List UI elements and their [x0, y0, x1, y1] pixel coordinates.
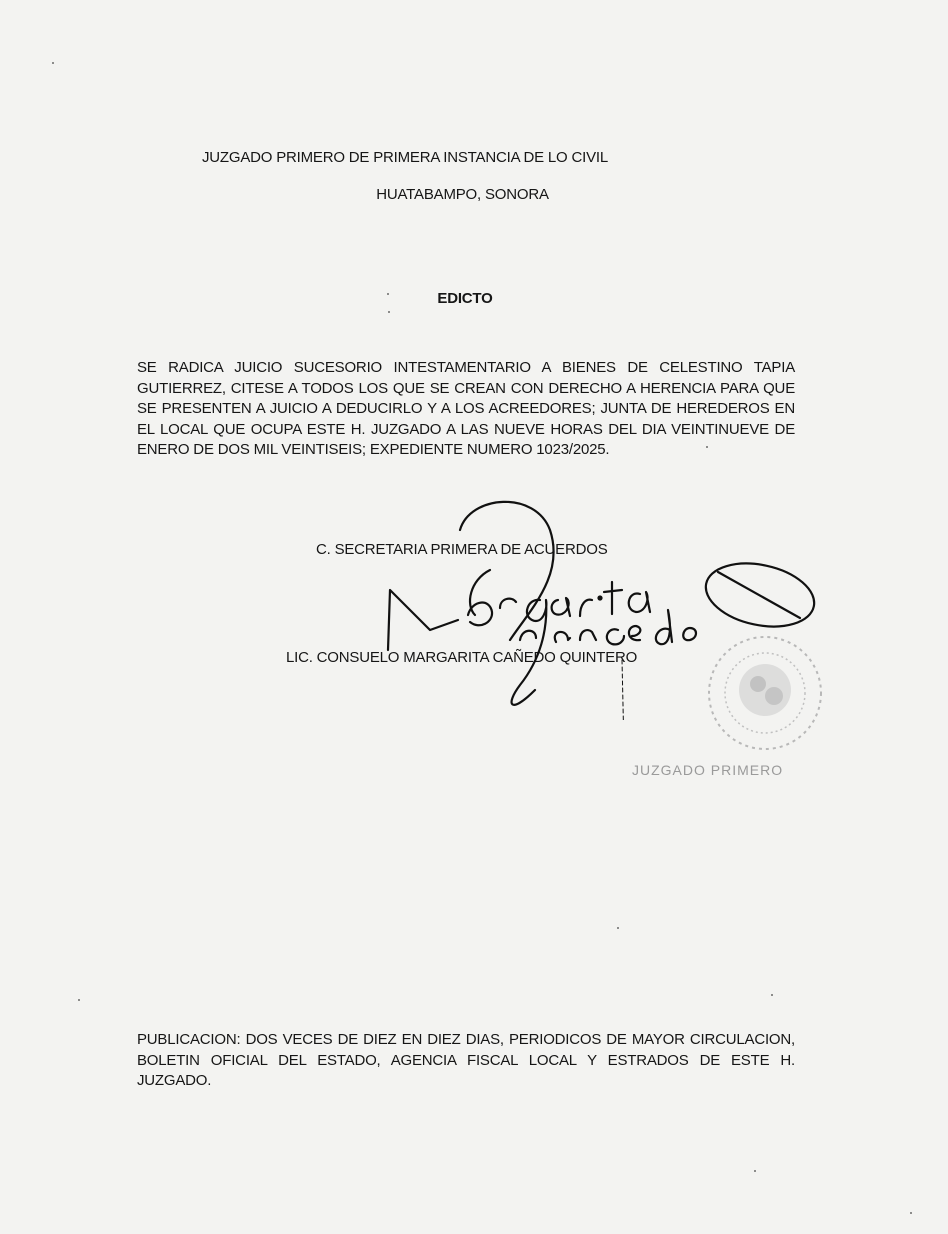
scan-speck [52, 62, 54, 64]
court-name-heading: JUZGADO PRIMERO DE PRIMERA INSTANCIA DE LO CIVIL [201, 149, 609, 166]
scan-speck [754, 1170, 756, 1172]
scan-speck [387, 293, 389, 295]
scan-speck [910, 1212, 912, 1214]
scan-speck [771, 994, 773, 996]
signatory-name: LIC. CONSUELO MARGARITA CAÑEDO QUINTERO [286, 649, 638, 666]
publication-note: PUBLICACION: DOS VECES DE DIEZ EN DIEZ DIAS, PERIODICOS DE MAYOR CIRCULACION, BOLETIN OFICIAL DEL ESTADO, AGENCIA FISCAL LOCAL Y ESTRADOS DE ESTE H. JUZGADO. [137, 1031, 795, 1089]
scan-speck [78, 999, 80, 1001]
edict-body-paragraph: SE RADICA JUICIO SUCESORIO INTESTAMENTARIO A BIENES DE CELESTINO TAPIA GUTIERREZ, CITESE A TODOS LOS QUE SE CREAN CON DERECHO A HERENCIA PARA QUE SE PRESENTEN A JUICIO A DEDUCIRLO Y A LOS ACREEDORES; JUNTA DE HEREDEROS EN EL LOCAL QUE OCUPA ESTE H. JUZGADO A LAS NUEVE HORAS DEL DIA VEINTINUEVE DE ENERO DE DOS MIL VEINTISEIS; EXPEDIENTE NUMERO 1023/2025. [137, 359, 795, 458]
signatory-title: C. SECRETARIA PRIMERA DE ACUERDOS [316, 541, 608, 558]
document-title: EDICTO [437, 290, 493, 307]
scan-speck [617, 927, 619, 929]
stamp-line: JUZGADO PRIMERO [632, 762, 784, 778]
court-city-heading: HUATABAMPO, SONORA [376, 186, 549, 203]
court-stamp-text [632, 762, 922, 832]
official-seal [700, 628, 830, 758]
scan-speck [388, 311, 390, 313]
scan-speck [706, 446, 708, 448]
